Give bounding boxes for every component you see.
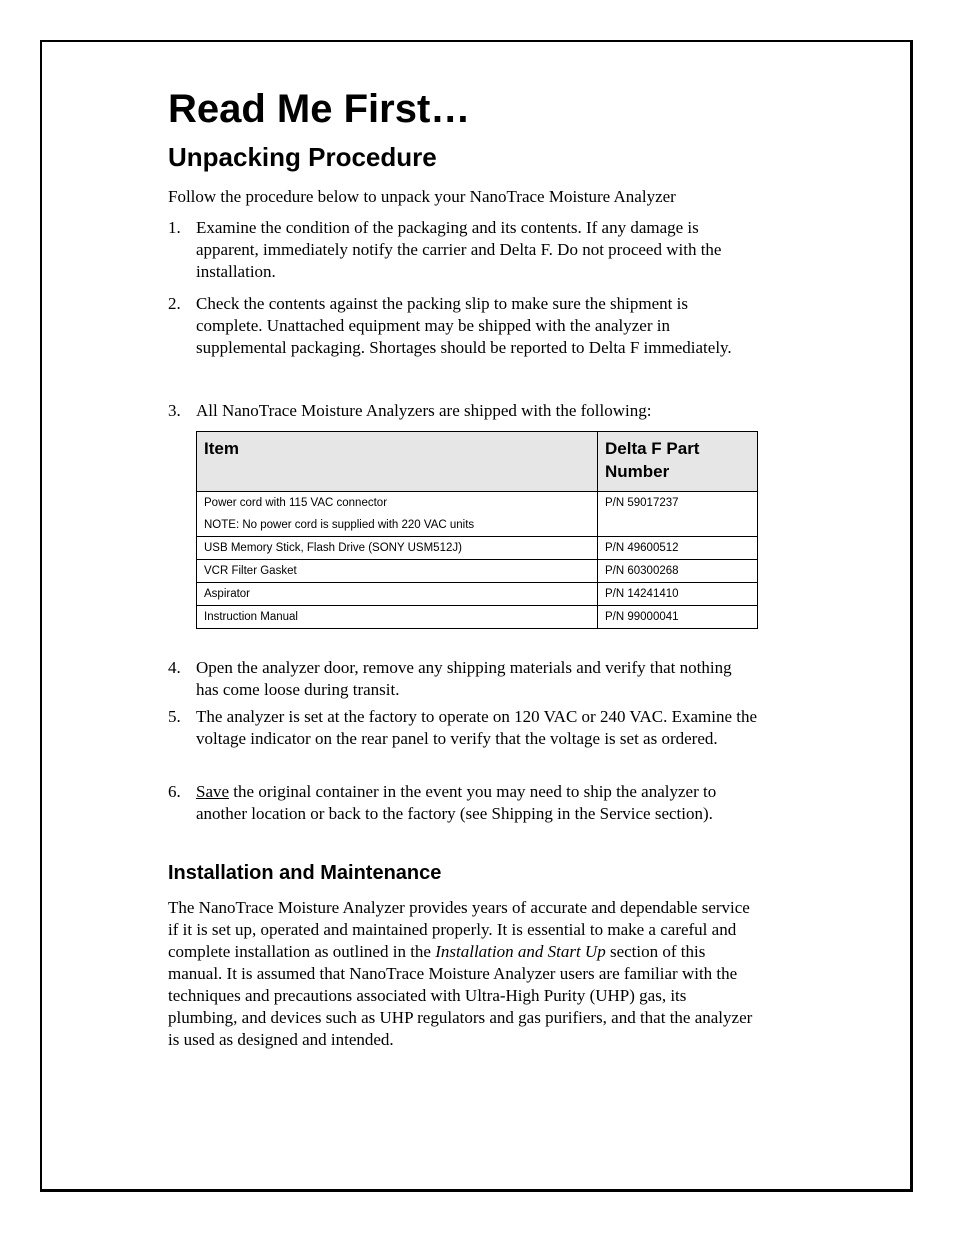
page-title: Read Me First…: [168, 87, 471, 131]
table-cell-part: P/N 49600512: [598, 537, 758, 560]
para-text: section of this manual. It is assumed that NanoTrace Moisture Analyzer users are familiar with the techniques and precautions associated with Ultra-High Purity (UHP) gas, its plumbing, and devices such as UHP regulators and gas purifiers, and that the analyzer is used as designed and intended.: [168, 942, 753, 1049]
table-cell-part: P/N 59017237: [598, 492, 758, 537]
list-text: Examine the condition of the packaging and its contents. If any damage is apparent, immediately notify the carrier and Delta F. Do not proceed with the installation.: [196, 218, 722, 281]
item-name: Power cord with 115 VAC connector: [204, 497, 388, 509]
table-cell-part: P/N 60300268: [598, 560, 758, 583]
installation-paragraph: [168, 897, 758, 1051]
list-number: 3.: [168, 401, 181, 420]
column-header-item: Item: [197, 432, 598, 492]
list-text: Check the contents against the packing slip to make sure the shipment is complete. Unattached equipment may be shipped with the analyzer in supplemental packaging. Shortages should be reported to Delta F immediately.: [196, 294, 732, 357]
table-cell-part: P/N 99000041: [598, 606, 758, 629]
list-text: Open the analyzer door, remove any shipping materials and verify that nothing has come loose during transit.: [196, 658, 732, 699]
column-header-part-number: Delta F Part Number: [598, 432, 758, 492]
list-number: 5.: [168, 707, 181, 726]
table-cell-part: P/N 14241410: [598, 583, 758, 606]
table-cell-item: Instruction Manual: [197, 606, 598, 629]
list-number: 2.: [168, 294, 181, 313]
item-note: NOTE: No power cord is supplied with 220 VAC units: [204, 519, 475, 531]
list-text-rest: the original container in the event you may need to ship the analyzer to another location or back to the factory (see Shipping in the Service section).: [196, 782, 717, 823]
table-cell-item: VCR Filter Gasket: [197, 560, 598, 583]
list-number: 4.: [168, 658, 181, 677]
para-text: The NanoTrace Moisture Analyzer provides years of accurate and dependable service if it is set up, operated and maintained properly. It is essential to make a careful and complete installation as outlined in the: [168, 898, 750, 961]
table-row: [197, 492, 758, 537]
table-cell-item: [197, 492, 598, 537]
table-cell-item: Aspirator: [197, 583, 598, 606]
list-number: 1.: [168, 218, 181, 237]
list-number: 6.: [168, 782, 181, 801]
table-row: [197, 537, 758, 560]
save-emphasis: Save: [196, 782, 230, 801]
list-text: The analyzer is set at the factory to operate on 120 VAC or 240 VAC. Examine the voltage indicator on the rear panel to verify that the voltage is set as ordered.: [196, 707, 758, 748]
para-italic: Installation and Start Up: [435, 942, 606, 961]
table-cell-item: USB Memory Stick, Flash Drive (SONY USM512J): [197, 537, 598, 560]
section-heading-unpacking: Unpacking Procedure: [168, 142, 437, 172]
shipped-items-table: [196, 431, 758, 629]
unpacking-intro: Follow the procedure below to unpack your NanoTrace Moisture Analyzer: [168, 187, 676, 206]
table-row: [197, 583, 758, 606]
list-text: [196, 781, 748, 825]
table-row: [197, 560, 758, 583]
list-text: All NanoTrace Moisture Analyzers are shipped with the following:: [196, 401, 652, 420]
table-row: [197, 606, 758, 629]
section-heading-installation: Installation and Maintenance: [168, 862, 442, 884]
table-header-row: [197, 432, 758, 492]
